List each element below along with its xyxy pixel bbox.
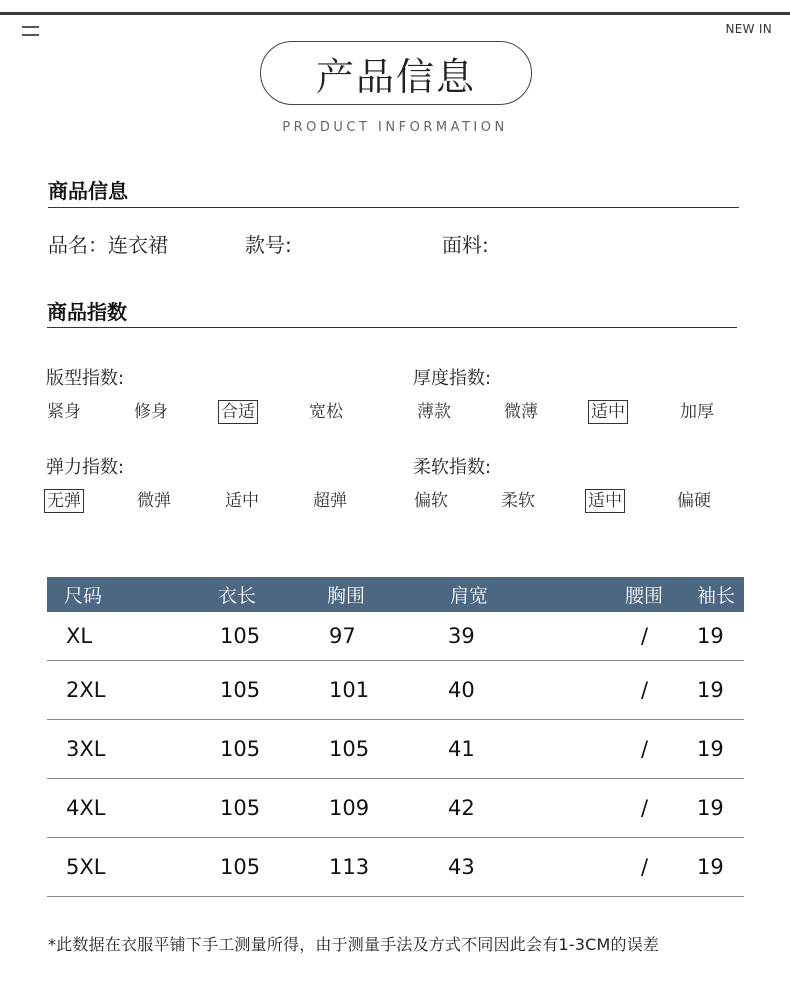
index-option: 加厚	[680, 402, 714, 422]
table-row	[47, 661, 744, 720]
index-option: 偏硬	[677, 491, 711, 511]
index-option: 宽松	[309, 402, 343, 422]
table-cell: 109	[329, 796, 370, 820]
table-cell: 5XL	[66, 855, 106, 879]
index-label: 厚度指数:	[413, 368, 492, 389]
index-option: 柔软	[501, 491, 535, 511]
section-divider	[48, 207, 739, 208]
menu-icon[interactable]	[22, 26, 39, 36]
table-cell: 39	[448, 624, 475, 648]
index-option: 薄款	[417, 402, 451, 422]
table-row	[47, 720, 744, 779]
page-title: 产品信息	[260, 41, 532, 105]
indices-heading: 商品指数	[47, 300, 127, 324]
table-cell: XL	[66, 624, 93, 648]
fabric: 面料:	[442, 233, 489, 257]
table-cell: 105	[220, 737, 261, 761]
column-header: 尺码	[64, 585, 103, 607]
table-cell: /	[641, 624, 649, 648]
table-cell: 42	[448, 796, 475, 820]
table-cell: 105	[220, 624, 261, 648]
top-rule	[0, 12, 790, 15]
index-option: 适中	[225, 491, 259, 511]
table-cell: /	[641, 737, 649, 761]
table-cell: 43	[448, 855, 475, 879]
table-cell: 105	[220, 855, 261, 879]
index-option: 微弹	[137, 491, 171, 511]
index-option: 超弹	[313, 491, 347, 511]
measurement-note: *此数据在衣服平铺下手工测量所得，由于测量手法及方式不同因此会有1-3CM的误差	[48, 935, 660, 954]
section-divider	[47, 327, 737, 328]
index-option: 修身	[134, 402, 168, 422]
table-cell: 105	[220, 796, 261, 820]
table-cell: 105	[220, 678, 261, 702]
column-header: 腰围	[625, 585, 664, 607]
table-cell: 105	[329, 737, 370, 761]
page-subtitle: PRODUCT INFORMATION	[282, 120, 508, 135]
table-cell: 19	[697, 796, 724, 820]
table-cell: 97	[329, 624, 356, 648]
table-cell: /	[641, 796, 649, 820]
index-option: 微薄	[504, 402, 538, 422]
table-row	[47, 838, 744, 897]
product-name: 品名：连衣裙	[48, 233, 168, 257]
table-cell: 19	[697, 855, 724, 879]
table-cell: 40	[448, 678, 475, 702]
style-number: 款号:	[245, 233, 292, 257]
column-header: 胸围	[327, 585, 366, 607]
table-cell: 19	[697, 624, 724, 648]
table-cell: /	[641, 678, 649, 702]
table-cell: 19	[697, 678, 724, 702]
table-cell: 3XL	[66, 737, 106, 761]
column-header: 衣长	[218, 585, 257, 607]
index-label: 柔软指数:	[413, 457, 492, 478]
column-header: 袖长	[697, 585, 736, 607]
table-cell: 101	[329, 678, 370, 702]
table-cell: 4XL	[66, 796, 106, 820]
index-label: 弹力指数:	[46, 457, 125, 478]
index-option: 紧身	[47, 402, 81, 422]
new-in-link[interactable]: NEW IN	[725, 22, 772, 36]
table-cell: /	[641, 855, 649, 879]
index-option-selected: 合适	[218, 400, 258, 424]
index-option-selected: 适中	[588, 400, 628, 424]
table-cell: 41	[448, 737, 475, 761]
size-table	[47, 577, 744, 897]
table-cell: 2XL	[66, 678, 106, 702]
table-header	[47, 577, 744, 612]
table-row	[47, 779, 744, 838]
table-row	[47, 612, 744, 661]
table-cell: 113	[329, 855, 370, 879]
index-label: 版型指数:	[46, 368, 125, 389]
product-info-heading: 商品信息	[48, 179, 128, 203]
index-option-selected: 无弹	[44, 489, 84, 513]
index-option-selected: 适中	[585, 489, 625, 513]
column-header: 肩宽	[450, 585, 489, 607]
index-option: 偏软	[414, 491, 448, 511]
table-cell: 19	[697, 737, 724, 761]
